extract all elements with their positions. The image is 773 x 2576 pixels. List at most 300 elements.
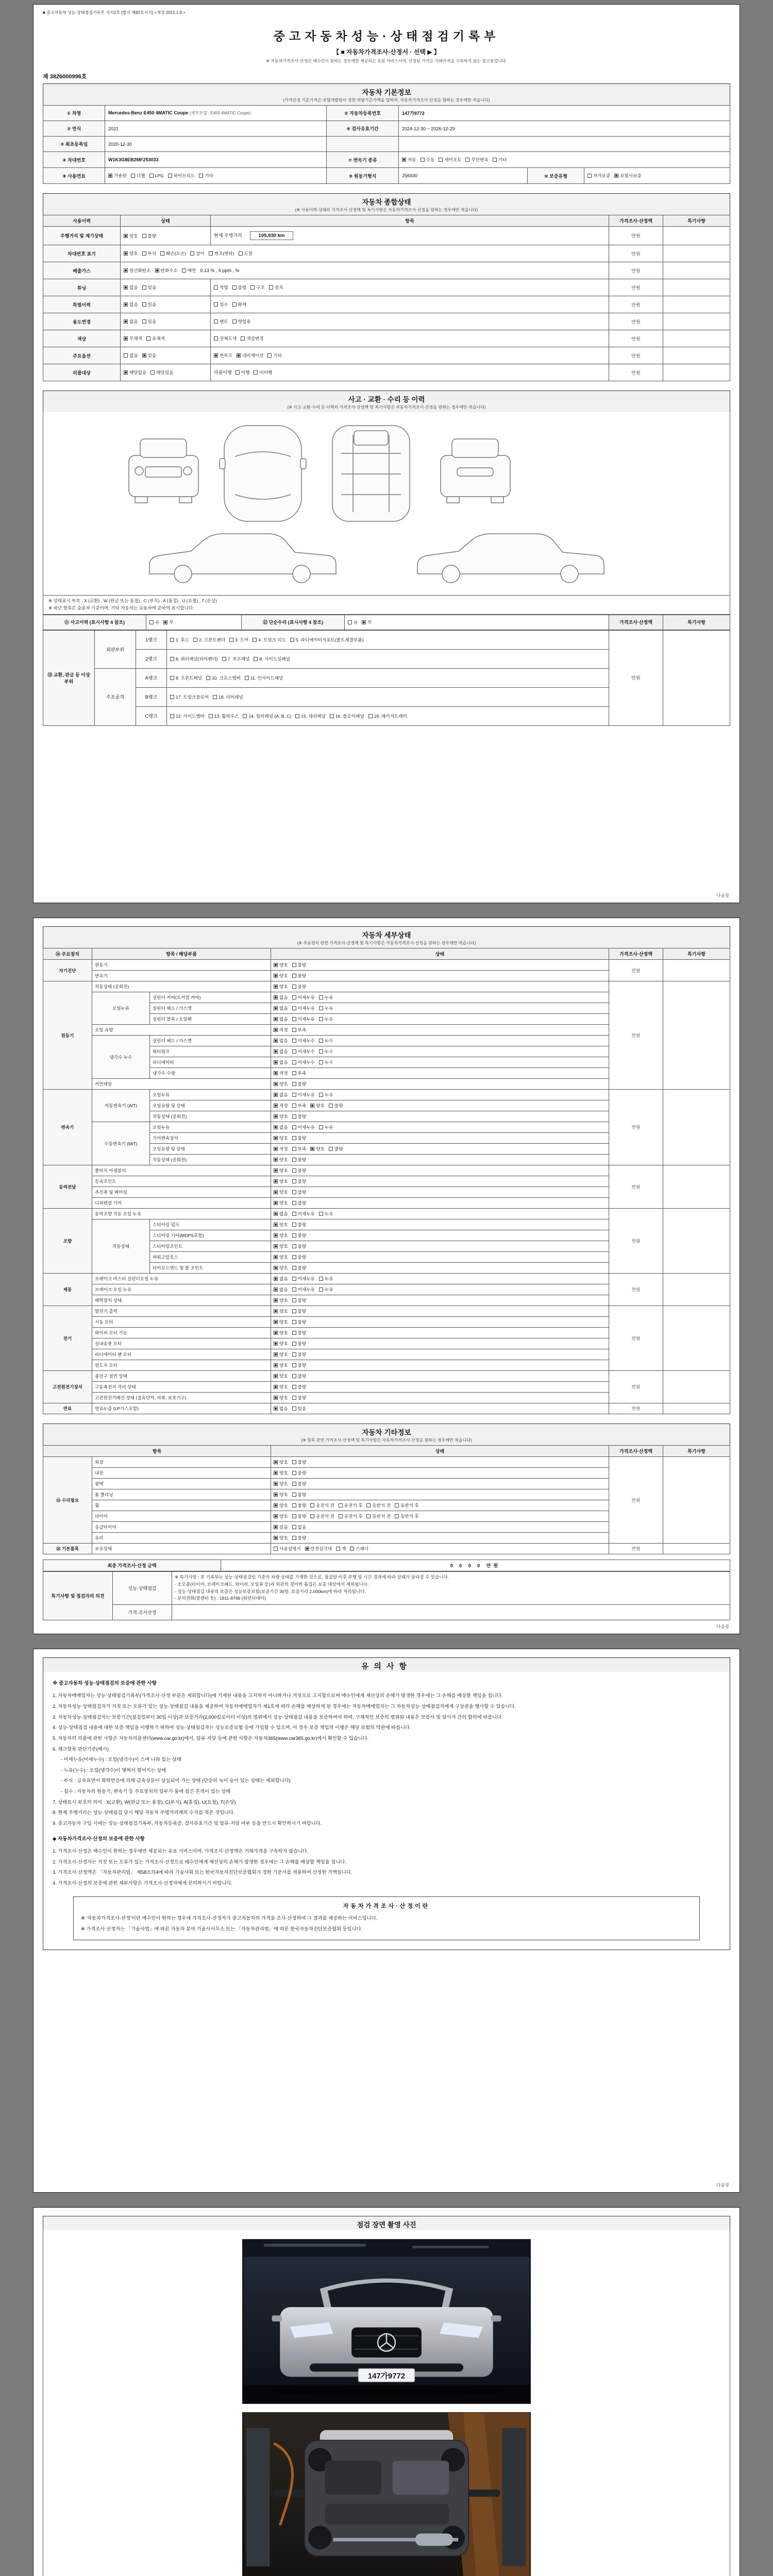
checkbox-option[interactable] xyxy=(292,1362,307,1368)
checkbox[interactable] xyxy=(292,995,296,999)
checkbox[interactable] xyxy=(124,319,128,324)
checkbox-option[interactable] xyxy=(274,1027,288,1033)
checkbox[interactable] xyxy=(209,251,213,256)
checkbox[interactable] xyxy=(124,251,128,256)
checkbox-option[interactable] xyxy=(439,157,461,163)
checkbox[interactable] xyxy=(142,353,146,358)
checkbox-option[interactable] xyxy=(366,1513,391,1519)
checkbox-option[interactable] xyxy=(339,1513,363,1519)
checkbox[interactable] xyxy=(319,1039,323,1043)
checkbox[interactable] xyxy=(274,1082,278,1086)
checkbox[interactable] xyxy=(274,1514,278,1518)
checkbox[interactable] xyxy=(124,353,128,358)
checkbox[interactable] xyxy=(274,1287,278,1292)
checkbox[interactable] xyxy=(274,1374,278,1378)
checkbox[interactable] xyxy=(348,620,352,624)
checkbox-option[interactable] xyxy=(329,1103,343,1109)
checkbox[interactable] xyxy=(267,353,272,358)
checkbox-option[interactable] xyxy=(319,1276,333,1282)
checkbox-option[interactable] xyxy=(614,173,642,179)
checkbox-option[interactable] xyxy=(292,1157,307,1163)
checkbox-option[interactable] xyxy=(142,284,157,291)
checkbox[interactable] xyxy=(124,302,128,307)
checkbox-option[interactable] xyxy=(292,1027,307,1033)
checkbox[interactable] xyxy=(274,1136,278,1140)
checkbox-option[interactable] xyxy=(274,1405,288,1412)
checkbox[interactable] xyxy=(336,1547,340,1551)
checkbox-option[interactable] xyxy=(274,1157,288,1163)
checkbox-option[interactable] xyxy=(253,637,285,643)
checkbox-option[interactable] xyxy=(292,1297,307,1303)
checkbox-option[interactable] xyxy=(170,637,189,643)
checkbox[interactable] xyxy=(339,1514,343,1518)
checkbox[interactable] xyxy=(269,285,273,290)
checkbox[interactable] xyxy=(250,285,255,290)
checkbox[interactable] xyxy=(292,1536,296,1540)
checkbox-option[interactable] xyxy=(274,1211,288,1217)
checkbox-option[interactable] xyxy=(292,1492,307,1498)
checkbox[interactable] xyxy=(292,1406,296,1411)
checkbox[interactable] xyxy=(292,1460,296,1464)
checkbox[interactable] xyxy=(229,638,233,642)
checkbox-option[interactable] xyxy=(274,994,288,1001)
checkbox[interactable] xyxy=(274,1320,278,1324)
checkbox[interactable] xyxy=(150,370,155,375)
checkbox[interactable] xyxy=(292,1147,296,1151)
checkbox[interactable] xyxy=(124,370,128,375)
checkbox[interactable] xyxy=(142,302,146,307)
checkbox[interactable] xyxy=(319,995,323,999)
checkbox-option[interactable] xyxy=(274,1005,288,1011)
checkbox[interactable] xyxy=(182,268,186,273)
checkbox-option[interactable] xyxy=(206,675,241,681)
checkbox[interactable] xyxy=(170,638,174,642)
checkbox-option[interactable] xyxy=(239,250,253,257)
checkbox[interactable] xyxy=(142,285,146,290)
checkbox[interactable] xyxy=(274,1060,278,1064)
checkbox[interactable] xyxy=(108,174,112,178)
checkbox[interactable] xyxy=(274,1028,278,1032)
checkbox-option[interactable] xyxy=(213,694,243,700)
checkbox[interactable] xyxy=(274,1223,278,1227)
checkbox-option[interactable] xyxy=(292,1384,307,1390)
checkbox[interactable] xyxy=(253,638,257,642)
checkbox[interactable] xyxy=(362,620,366,624)
checkbox[interactable] xyxy=(292,1125,296,1129)
checkbox[interactable] xyxy=(292,1309,296,1313)
checkbox-option[interactable] xyxy=(274,1222,288,1228)
checkbox[interactable] xyxy=(254,370,258,375)
checkbox[interactable] xyxy=(245,676,249,680)
checkbox-option[interactable] xyxy=(319,1048,333,1055)
checkbox-option[interactable] xyxy=(329,1146,343,1152)
checkbox[interactable] xyxy=(292,1114,296,1118)
checkbox-option[interactable] xyxy=(274,1362,288,1368)
checkbox-option[interactable] xyxy=(274,1200,288,1206)
checkbox[interactable] xyxy=(239,251,243,256)
checkbox[interactable] xyxy=(236,370,240,375)
checkbox-option[interactable] xyxy=(160,250,186,257)
checkbox[interactable] xyxy=(206,676,210,680)
checkbox[interactable] xyxy=(146,336,150,341)
checkbox[interactable] xyxy=(142,234,146,238)
checkbox-option[interactable] xyxy=(292,962,307,968)
checkbox[interactable] xyxy=(329,1147,333,1151)
checkbox-option[interactable] xyxy=(124,352,138,359)
checkbox[interactable] xyxy=(168,174,172,178)
checkbox[interactable] xyxy=(465,158,469,162)
checkbox[interactable] xyxy=(274,1017,278,1021)
checkbox-option[interactable] xyxy=(292,1308,307,1314)
checkbox[interactable] xyxy=(329,1104,333,1108)
checkbox[interactable] xyxy=(274,1093,278,1097)
checkbox[interactable] xyxy=(163,620,167,624)
checkbox[interactable] xyxy=(292,1320,296,1324)
checkbox-option[interactable] xyxy=(292,1459,307,1465)
checkbox-option[interactable] xyxy=(319,1211,333,1217)
checkbox-option[interactable] xyxy=(274,1502,288,1509)
checkbox-option[interactable] xyxy=(124,369,146,376)
checkbox[interactable] xyxy=(292,1396,296,1400)
checkbox-option[interactable] xyxy=(274,1513,288,1519)
checkbox-option[interactable] xyxy=(124,267,151,274)
checkbox[interactable] xyxy=(274,1406,278,1411)
checkbox-option[interactable] xyxy=(146,335,165,342)
checkbox-option[interactable] xyxy=(243,713,291,719)
checkbox[interactable] xyxy=(214,336,218,341)
checkbox-option[interactable] xyxy=(319,994,333,1001)
checkbox[interactable] xyxy=(160,251,164,256)
checkbox[interactable] xyxy=(292,1298,296,1302)
checkbox[interactable] xyxy=(292,1233,296,1238)
checkbox[interactable] xyxy=(292,1352,296,1357)
checkbox-option[interactable] xyxy=(292,1395,307,1401)
checkbox-option[interactable] xyxy=(292,1005,315,1011)
checkbox-option[interactable] xyxy=(274,1070,288,1076)
checkbox-option[interactable] xyxy=(274,1016,288,1022)
checkbox[interactable] xyxy=(319,1125,323,1129)
checkbox[interactable] xyxy=(274,1255,278,1259)
checkbox[interactable] xyxy=(292,1503,296,1507)
checkbox[interactable] xyxy=(213,695,217,699)
checkbox-option[interactable] xyxy=(292,1513,307,1519)
checkbox[interactable] xyxy=(274,1190,278,1194)
checkbox[interactable] xyxy=(274,1363,278,1367)
checkbox[interactable] xyxy=(124,336,128,341)
checkbox-option[interactable] xyxy=(319,1016,333,1022)
checkbox-option[interactable] xyxy=(292,1038,315,1044)
checkbox-option[interactable] xyxy=(292,1081,307,1087)
checkbox[interactable] xyxy=(368,714,373,718)
checkbox[interactable] xyxy=(241,336,245,341)
checkbox[interactable] xyxy=(292,1071,296,1075)
checkbox[interactable] xyxy=(319,1060,323,1064)
checkbox[interactable] xyxy=(292,1082,296,1086)
checkbox-option[interactable] xyxy=(131,173,145,179)
checkbox-option[interactable] xyxy=(232,318,251,325)
checkbox[interactable] xyxy=(310,1503,314,1507)
checkbox-option[interactable] xyxy=(124,335,142,342)
checkbox[interactable] xyxy=(170,657,174,661)
checkbox[interactable] xyxy=(274,1179,278,1183)
checkbox[interactable] xyxy=(190,251,194,256)
checkbox-option[interactable] xyxy=(274,1103,288,1109)
checkbox[interactable] xyxy=(395,1514,399,1518)
checkbox[interactable] xyxy=(292,1331,296,1335)
checkbox[interactable] xyxy=(131,174,135,178)
checkbox[interactable] xyxy=(366,1503,371,1507)
checkbox[interactable] xyxy=(292,1255,296,1259)
checkbox[interactable] xyxy=(274,1158,278,1162)
checkbox-option[interactable] xyxy=(292,1189,307,1195)
checkbox-option[interactable] xyxy=(142,250,157,257)
checkbox[interactable] xyxy=(274,1201,278,1205)
checkbox-option[interactable] xyxy=(292,1341,307,1347)
checkbox-option[interactable] xyxy=(292,1103,307,1109)
checkbox-option[interactable] xyxy=(493,157,507,163)
checkbox[interactable] xyxy=(274,1039,278,1043)
checkbox-option[interactable] xyxy=(350,1546,368,1552)
checkbox[interactable] xyxy=(319,1006,323,1010)
checkbox-option[interactable] xyxy=(292,984,307,990)
checkbox-option[interactable] xyxy=(250,284,265,291)
checkbox[interactable] xyxy=(292,1104,296,1108)
checkbox[interactable] xyxy=(274,1006,278,1010)
checkbox-option[interactable] xyxy=(274,1265,288,1271)
checkbox[interactable] xyxy=(274,1244,278,1248)
checkbox-option[interactable] xyxy=(330,713,364,719)
checkbox[interactable] xyxy=(124,285,128,290)
checkbox[interactable] xyxy=(254,657,258,661)
checkbox[interactable] xyxy=(214,302,218,307)
checkbox[interactable] xyxy=(292,1190,296,1194)
checkbox[interactable] xyxy=(292,1363,296,1367)
checkbox-option[interactable] xyxy=(319,1092,333,1098)
checkbox[interactable] xyxy=(214,353,218,358)
checkbox-option[interactable] xyxy=(142,318,157,325)
checkbox[interactable] xyxy=(292,1277,296,1281)
checkbox-option[interactable] xyxy=(310,1103,325,1109)
checkbox-option[interactable] xyxy=(292,1286,315,1293)
checkbox[interactable] xyxy=(439,158,443,162)
checkbox-option[interactable] xyxy=(124,301,138,308)
checkbox-option[interactable] xyxy=(274,1341,288,1347)
checkbox[interactable] xyxy=(310,1147,314,1151)
checkbox-option[interactable] xyxy=(274,1189,288,1195)
checkbox-option[interactable] xyxy=(170,713,205,719)
checkbox[interactable] xyxy=(214,319,218,324)
checkbox[interactable] xyxy=(274,1331,278,1335)
checkbox-option[interactable] xyxy=(214,352,232,359)
checkbox-option[interactable] xyxy=(292,1124,315,1130)
checkbox[interactable] xyxy=(614,174,618,178)
checkbox[interactable] xyxy=(395,1503,399,1507)
checkbox-option[interactable] xyxy=(292,1059,315,1065)
checkbox[interactable] xyxy=(319,1049,323,1054)
checkbox-option[interactable] xyxy=(274,1395,288,1401)
checkbox-option[interactable] xyxy=(310,1502,334,1509)
checkbox[interactable] xyxy=(149,620,154,624)
checkbox[interactable] xyxy=(292,1244,296,1248)
checkbox[interactable] xyxy=(366,1514,371,1518)
checkbox[interactable] xyxy=(274,1342,278,1346)
checkbox[interactable] xyxy=(292,1266,296,1270)
checkbox-option[interactable] xyxy=(237,352,264,359)
checkbox-option[interactable] xyxy=(214,318,228,325)
checkbox[interactable] xyxy=(305,1547,309,1551)
checkbox-option[interactable] xyxy=(292,1178,307,1184)
checkbox[interactable] xyxy=(339,1503,343,1507)
checkbox-option[interactable] xyxy=(292,1276,315,1282)
checkbox-option[interactable] xyxy=(292,1135,307,1141)
checkbox-option[interactable] xyxy=(395,1502,419,1509)
checkbox-option[interactable] xyxy=(193,637,225,643)
checkbox[interactable] xyxy=(295,714,299,718)
checkbox-option[interactable] xyxy=(168,173,195,179)
checkbox[interactable] xyxy=(274,1525,278,1529)
checkbox[interactable] xyxy=(274,1482,278,1486)
checkbox[interactable] xyxy=(274,1049,278,1054)
checkbox-option[interactable] xyxy=(274,1232,288,1239)
checkbox[interactable] xyxy=(292,1493,296,1497)
checkbox-option[interactable] xyxy=(305,1546,332,1552)
checkbox[interactable] xyxy=(290,638,294,642)
checkbox-option[interactable] xyxy=(199,173,213,179)
checkbox-option[interactable] xyxy=(292,1330,307,1336)
checkbox-option[interactable] xyxy=(465,157,488,163)
checkbox[interactable] xyxy=(319,1093,323,1097)
checkbox-option[interactable] xyxy=(274,1059,288,1065)
checkbox-option[interactable] xyxy=(222,656,250,662)
checkbox-option[interactable] xyxy=(292,1265,307,1271)
checkbox[interactable] xyxy=(292,1223,296,1227)
checkbox-option[interactable] xyxy=(292,1524,307,1530)
checkbox[interactable] xyxy=(292,1201,296,1205)
checkbox-option[interactable] xyxy=(319,1286,333,1293)
checkbox-option[interactable] xyxy=(149,619,159,625)
checkbox[interactable] xyxy=(292,1093,296,1097)
checkbox-option[interactable] xyxy=(319,1005,333,1011)
checkbox[interactable] xyxy=(292,1179,296,1183)
checkbox-option[interactable] xyxy=(274,1470,288,1476)
checkbox[interactable] xyxy=(274,1233,278,1238)
checkbox[interactable] xyxy=(292,963,296,967)
checkbox[interactable] xyxy=(243,714,247,718)
next-page-label[interactable]: 다음장 xyxy=(716,1624,729,1629)
checkbox-option[interactable] xyxy=(274,973,288,979)
checkbox-option[interactable] xyxy=(190,250,205,257)
checkbox[interactable] xyxy=(214,285,218,290)
checkbox[interactable] xyxy=(274,1147,278,1151)
checkbox[interactable] xyxy=(274,1493,278,1497)
checkbox[interactable] xyxy=(274,1460,278,1464)
checkbox[interactable] xyxy=(292,1006,296,1010)
checkbox[interactable] xyxy=(292,1168,296,1173)
checkbox[interactable] xyxy=(292,1028,296,1032)
checkbox[interactable] xyxy=(274,1104,278,1108)
checkbox-option[interactable] xyxy=(274,1459,288,1465)
checkbox-option[interactable] xyxy=(274,1481,288,1487)
checkbox-option[interactable] xyxy=(339,1502,363,1509)
checkbox[interactable] xyxy=(292,1158,296,1162)
checkbox[interactable] xyxy=(292,1525,296,1529)
checkbox[interactable] xyxy=(310,1514,314,1518)
checkbox[interactable] xyxy=(292,1514,296,1518)
checkbox-option[interactable] xyxy=(254,656,290,662)
checkbox[interactable] xyxy=(274,1396,278,1400)
checkbox-option[interactable] xyxy=(319,1038,333,1044)
checkbox[interactable] xyxy=(292,974,296,978)
checkbox-option[interactable] xyxy=(402,157,416,163)
checkbox-option[interactable] xyxy=(214,335,237,342)
checkbox[interactable] xyxy=(124,234,128,238)
checkbox[interactable] xyxy=(232,285,237,290)
checkbox-option[interactable] xyxy=(587,173,610,179)
checkbox-option[interactable] xyxy=(274,1319,288,1325)
checkbox-option[interactable] xyxy=(274,1113,288,1120)
checkbox-option[interactable] xyxy=(274,984,288,990)
next-page-label[interactable]: 다음장 xyxy=(716,893,729,898)
checkbox-option[interactable] xyxy=(274,1535,288,1541)
checkbox-option[interactable] xyxy=(124,250,138,257)
checkbox-option[interactable] xyxy=(274,1297,288,1303)
checkbox[interactable] xyxy=(292,1049,296,1054)
checkbox[interactable] xyxy=(292,1017,296,1021)
checkbox[interactable] xyxy=(319,1287,323,1292)
checkbox-option[interactable] xyxy=(274,1492,288,1498)
checkbox[interactable] xyxy=(209,714,213,718)
checkbox[interactable] xyxy=(232,319,237,324)
checkbox-option[interactable] xyxy=(245,675,283,681)
checkbox[interactable] xyxy=(274,1352,278,1357)
checkbox-option[interactable] xyxy=(241,335,263,342)
checkbox-option[interactable] xyxy=(274,1167,288,1174)
checkbox-option[interactable] xyxy=(124,284,138,291)
checkbox[interactable] xyxy=(292,1471,296,1475)
checkbox[interactable] xyxy=(199,174,203,178)
checkbox[interactable] xyxy=(274,1309,278,1313)
checkbox-option[interactable] xyxy=(292,1502,307,1509)
checkbox-option[interactable] xyxy=(292,1373,307,1379)
checkbox-option[interactable] xyxy=(292,1200,307,1206)
checkbox[interactable] xyxy=(155,268,159,273)
checkbox-option[interactable] xyxy=(292,1351,307,1358)
checkbox[interactable] xyxy=(124,268,128,273)
checkbox-option[interactable] xyxy=(274,1384,288,1390)
checkbox-option[interactable] xyxy=(267,352,282,359)
checkbox-option[interactable] xyxy=(170,675,202,681)
checkbox-option[interactable] xyxy=(310,1146,325,1152)
checkbox-option[interactable] xyxy=(292,973,307,979)
checkbox[interactable] xyxy=(274,1277,278,1281)
checkbox-option[interactable] xyxy=(366,1502,391,1509)
checkbox[interactable] xyxy=(170,714,174,718)
checkbox-option[interactable] xyxy=(292,1113,307,1120)
checkbox[interactable] xyxy=(274,985,278,989)
checkbox[interactable] xyxy=(319,1017,323,1021)
checkbox[interactable] xyxy=(274,1471,278,1475)
checkbox-option[interactable] xyxy=(269,284,283,291)
checkbox[interactable] xyxy=(274,974,278,978)
checkbox[interactable] xyxy=(493,158,497,162)
checkbox-option[interactable] xyxy=(348,619,358,625)
checkbox-option[interactable] xyxy=(274,1092,288,1098)
checkbox-option[interactable] xyxy=(368,713,407,719)
checkbox-option[interactable] xyxy=(236,369,250,376)
checkbox-option[interactable] xyxy=(108,173,127,179)
checkbox-option[interactable] xyxy=(292,1481,307,1487)
checkbox-option[interactable] xyxy=(274,1373,288,1379)
